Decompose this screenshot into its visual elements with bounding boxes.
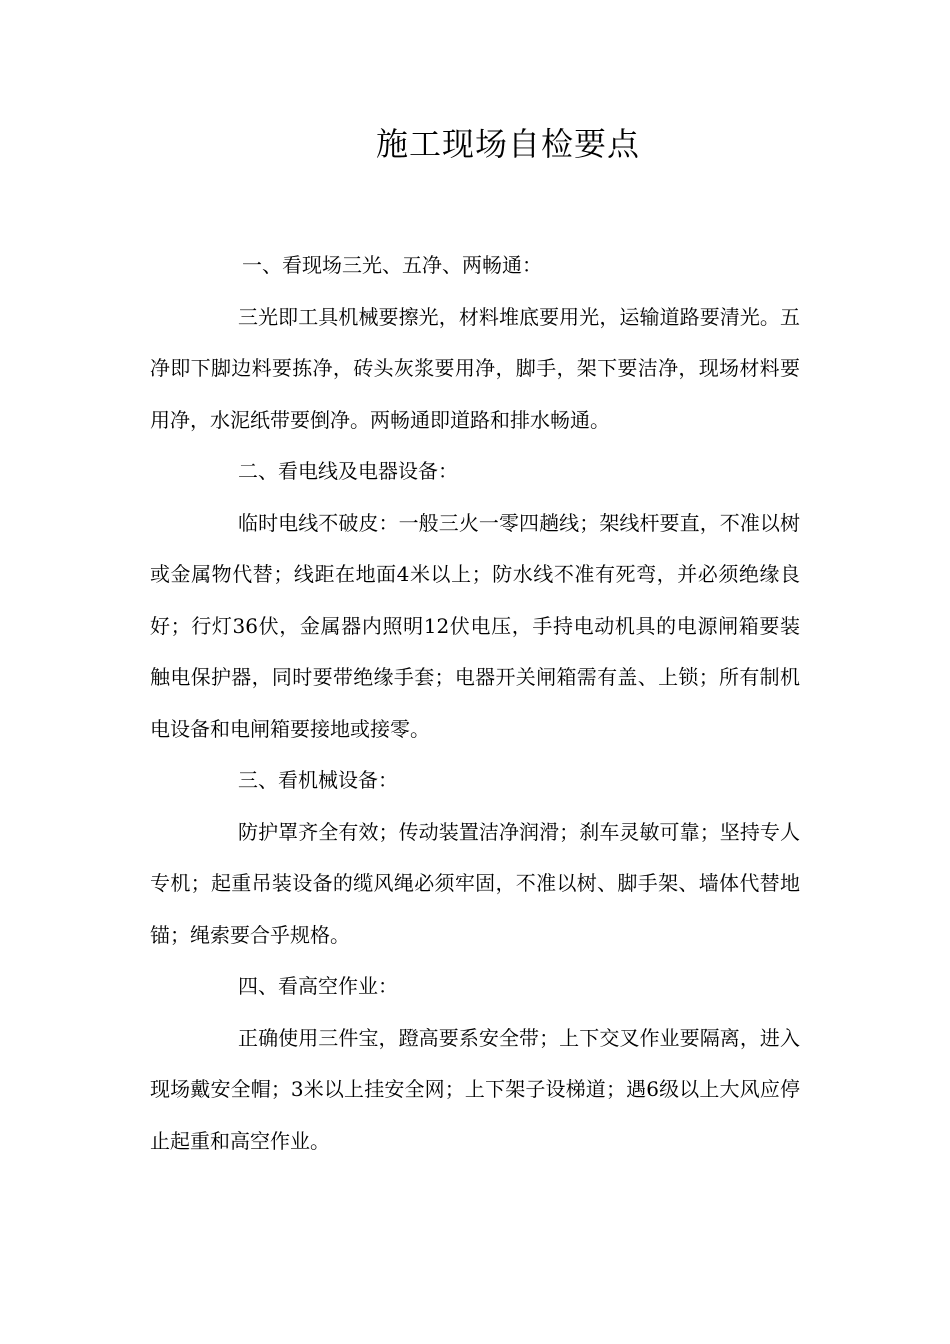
section-heading-3: 三、看机械设备：: [238, 768, 398, 792]
section-heading-2: 二、看电线及电器设备：: [238, 459, 458, 483]
paragraph-1: 三光即工具机械要擦光，材料堆底要用光，运输道路要清光。五净即下脚边料要拣净，砖头灰浆要用净，脚手，架下要洁净，现场材料要用净，水泥纸带要倒净。两畅通即道路和排水畅通。: [150, 304, 800, 432]
document-title: 施工现场自检要点: [375, 125, 640, 163]
section-heading-1: 一、看现场三光、五净、两畅通：: [242, 253, 542, 277]
paragraph-4: 正确使用三件宝，蹬高要系安全带；上下交叉作业要隔离，进入现场戴安全帽；3米以上挂安全网；上下架子设梯道；遇6级以上大风应停止起重和高空作业。: [150, 1025, 800, 1153]
section-heading-4: 四、看高空作业：: [238, 974, 398, 998]
paragraph-2: 临时电线不破皮：一般三火一零四趟线；架线杆要直，不准以树或金属物代替；线距在地面4米以上；防水线不准有死弯，并必须绝缘良好；行灯36伏，金属器内照明12伏电压，手持电动机具的电源闸箱要装触电保护器，同时要带绝缘手套；电器开关闸箱需有盖、上锁；所有制机电设备和电闸箱要接地或接零。: [150, 510, 800, 741]
paragraph-3: 防护罩齐全有效；传动装置洁净润滑；刹车灵敏可靠；坚持专人专机；起重吊装设备的缆风绳必须牢固，不准以树、脚手架、墙体代替地锚；绳索要合乎规格。: [150, 819, 800, 947]
document-body: [150, 240, 800, 1167]
